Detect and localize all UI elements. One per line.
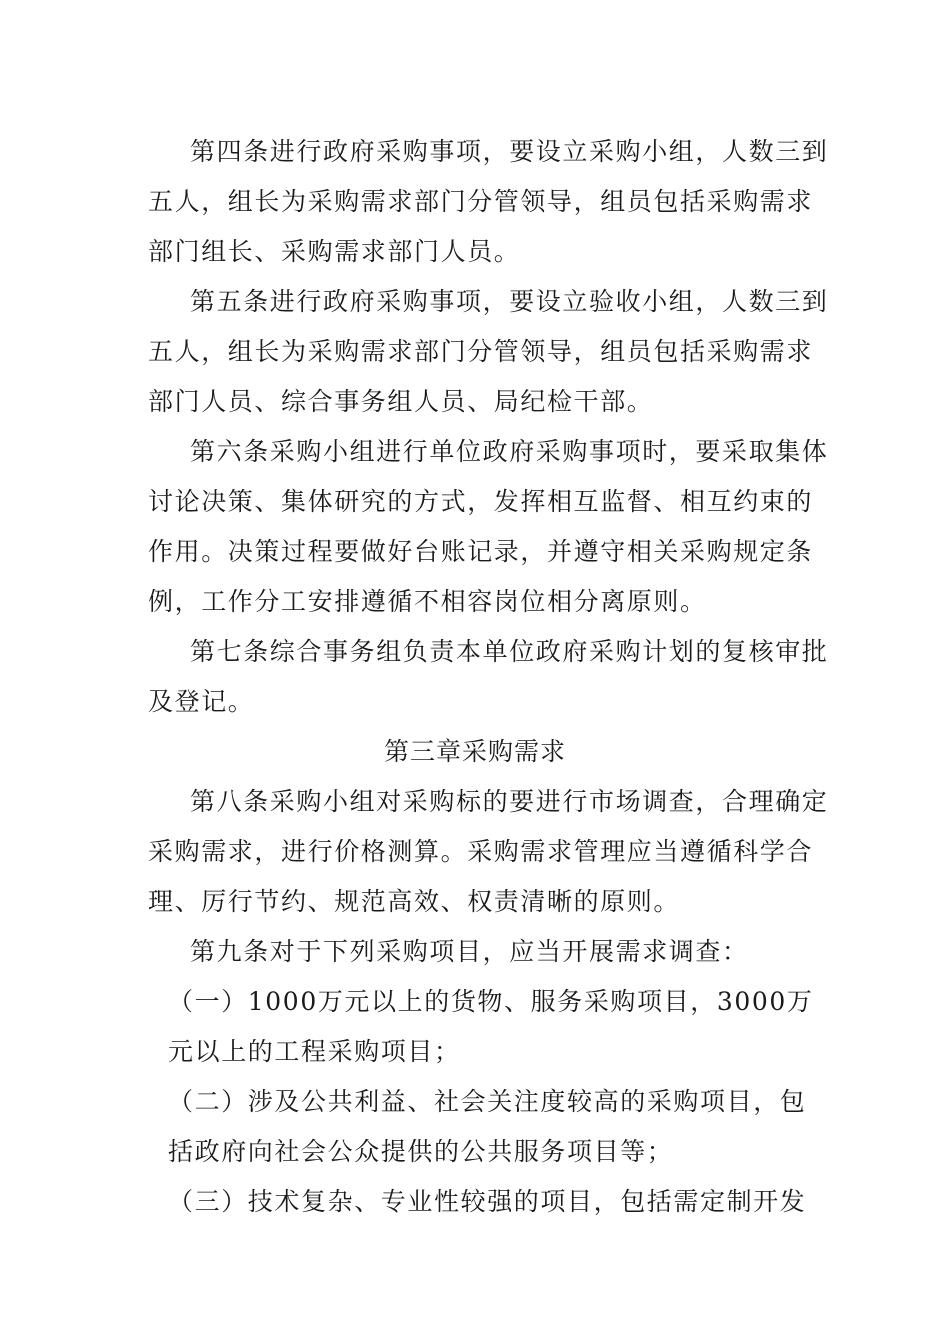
item-1-line-1: （一）1000万元以上的货物、服务采购项目，3000万 bbox=[168, 987, 814, 1016]
article-6-line-2: 讨论决策、集体研究的方式，发挥相互监督、相互约束的 bbox=[148, 487, 814, 516]
article-5-line-2: 五人，组长为采购需求部门分管领导，组员包括采购需求 bbox=[148, 337, 814, 366]
article-6-line-3: 作用。决策过程要做好台账记录，并遵守相关采购规定条 bbox=[148, 537, 814, 566]
article-4-line-1: 第四条进行政府采购事项，要设立采购小组，人数三到 bbox=[190, 137, 829, 166]
chapter-3-heading: 第三章采购需求 bbox=[383, 737, 566, 766]
item-2-line-1: （二）涉及公共利益、社会关注度较高的采购项目，包 bbox=[168, 1087, 807, 1116]
article-7-line-2: 及登记。 bbox=[148, 687, 255, 716]
article-8-line-1: 第八条采购小组对采购标的要进行市场调查，合理确定 bbox=[190, 787, 829, 816]
article-8-line-3: 理、厉行节约、规范高效、权责清晰的原则。 bbox=[148, 887, 681, 916]
article-9-line-1: 第九条对于下列采购项目，应当开展需求调查： bbox=[190, 937, 749, 966]
item-1-line-2: 元以上的工程采购项目； bbox=[168, 1037, 461, 1066]
item-2-line-2: 括政府向社会公众提供的公共服务项目等； bbox=[168, 1137, 674, 1166]
article-4-line-3: 部门组长、采购需求部门人员。 bbox=[148, 237, 521, 266]
item-3-line-1: （三）技术复杂、专业性较强的项目，包括需定制开发 bbox=[168, 1187, 807, 1216]
article-8-line-2: 采购需求，进行价格测算。采购需求管理应当遵循科学合 bbox=[148, 837, 814, 866]
article-7-line-1: 第七条综合事务组负责本单位政府采购计划的复核审批 bbox=[190, 637, 829, 666]
article-5-line-3: 部门人员、综合事务组人员、局纪检干部。 bbox=[148, 387, 654, 416]
article-6-line-4: 例，工作分工安排遵循不相容岗位相分离原则。 bbox=[148, 587, 707, 616]
article-5-line-1: 第五条进行政府采购事项，要设立验收小组，人数三到 bbox=[190, 287, 829, 316]
article-4-line-2: 五人，组长为采购需求部门分管领导，组员包括采购需求 bbox=[148, 187, 814, 216]
article-6-line-1: 第六条采购小组进行单位政府采购事项时，要采取集体 bbox=[190, 437, 829, 466]
